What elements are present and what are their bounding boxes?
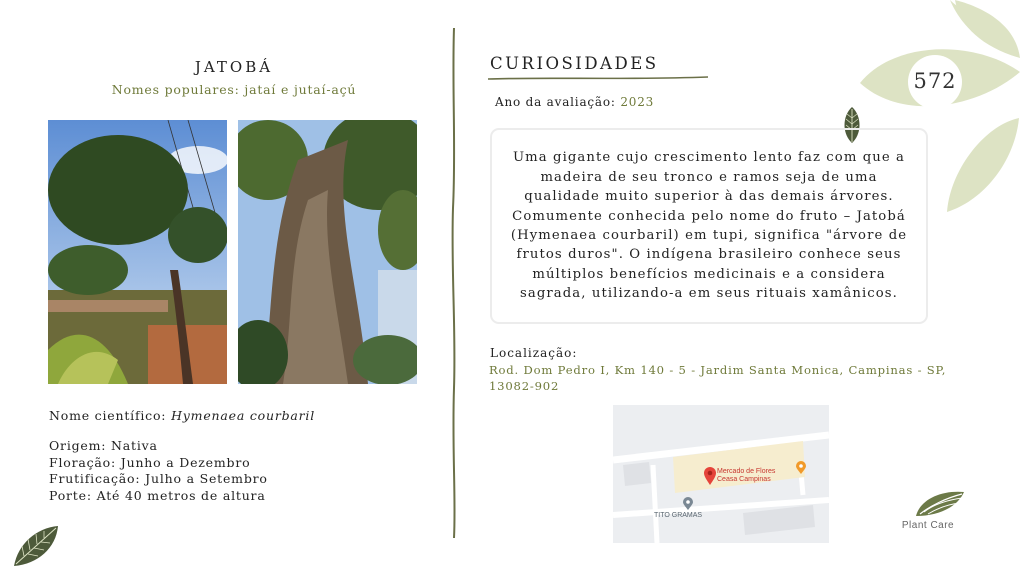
curiosity-line: Uma gigante cujo crescimento lento faz com que a [512, 150, 906, 166]
map-place-line: Mercado de Flores [717, 468, 776, 475]
curiosity-text-box [490, 128, 928, 324]
curiosity-line: múltiplos benefícios medicinais e a considera [532, 266, 886, 282]
fact-origin: Origem: Nativa [49, 438, 158, 453]
scientific-name-label: Nome científico: [49, 408, 167, 423]
popular-names: Nomes populares: jataí e jutaí-açú [111, 82, 357, 97]
page-number-badge: 572 [913, 69, 957, 93]
location-address [489, 362, 959, 394]
address-line: 13082-902 [489, 379, 560, 393]
tree-photo-right [238, 120, 417, 384]
curiosity-line: frutos duros". O indígena brasileiro conhece seus [516, 247, 902, 263]
evaluation-year [495, 95, 654, 109]
plant-name-title: JATOBÁ [194, 58, 274, 76]
curiosity-line: Comumente conhecida pelo nome do fruto – Jatobá [512, 208, 906, 224]
fact-fruiting: Frutificação: Julho a Setembro [49, 471, 268, 486]
fact-flowering: Floração: Junho a Dezembro [49, 454, 251, 470]
scientific-name-value: Hymenaea courbaril [171, 408, 316, 423]
plant-facts [49, 438, 268, 504]
heading-underline [486, 74, 710, 82]
plant-care-logo [912, 488, 970, 520]
location-label: Localização: [490, 346, 578, 360]
map-place-line: Ceasa Campinas [717, 476, 771, 483]
column-divider [448, 28, 460, 538]
evaluation-year-label: Ano da avaliação: [495, 95, 616, 109]
curiosity-line: sagrada, utilizando-a em seus rituais xamânicos. [520, 286, 898, 302]
address-line: Rod. Dom Pedro I, Km 140 - 5 - Jardim Santa Monica, Campinas - SP, [489, 363, 947, 377]
brand-name: Plant Care [901, 520, 955, 531]
scientific-name [49, 408, 315, 423]
grey-pin-icon [682, 497, 694, 511]
curiosity-line: qualidade muito superior à das demais árvores. [524, 189, 894, 205]
map-pin-icon[interactable] [703, 466, 717, 486]
food-pin-icon [795, 461, 807, 475]
location-map[interactable] [613, 405, 829, 543]
curiosities-heading: CURIOSIDADES [490, 54, 659, 73]
curiosity-line: (Hymenaea courbaril) em tupi, significa "árvore de [510, 228, 908, 243]
map-place-label [717, 468, 775, 484]
curiosity-line: madeira de seu tronco e ramos seja de uma [540, 169, 878, 185]
leaf-icon [12, 524, 60, 568]
evaluation-year-value: 2023 [620, 95, 655, 109]
fact-size: Porte: Até 40 metros de altura [49, 487, 266, 503]
tree-photo-left [48, 120, 227, 384]
map-nearby-label: TITO GRAMAS [654, 512, 703, 519]
